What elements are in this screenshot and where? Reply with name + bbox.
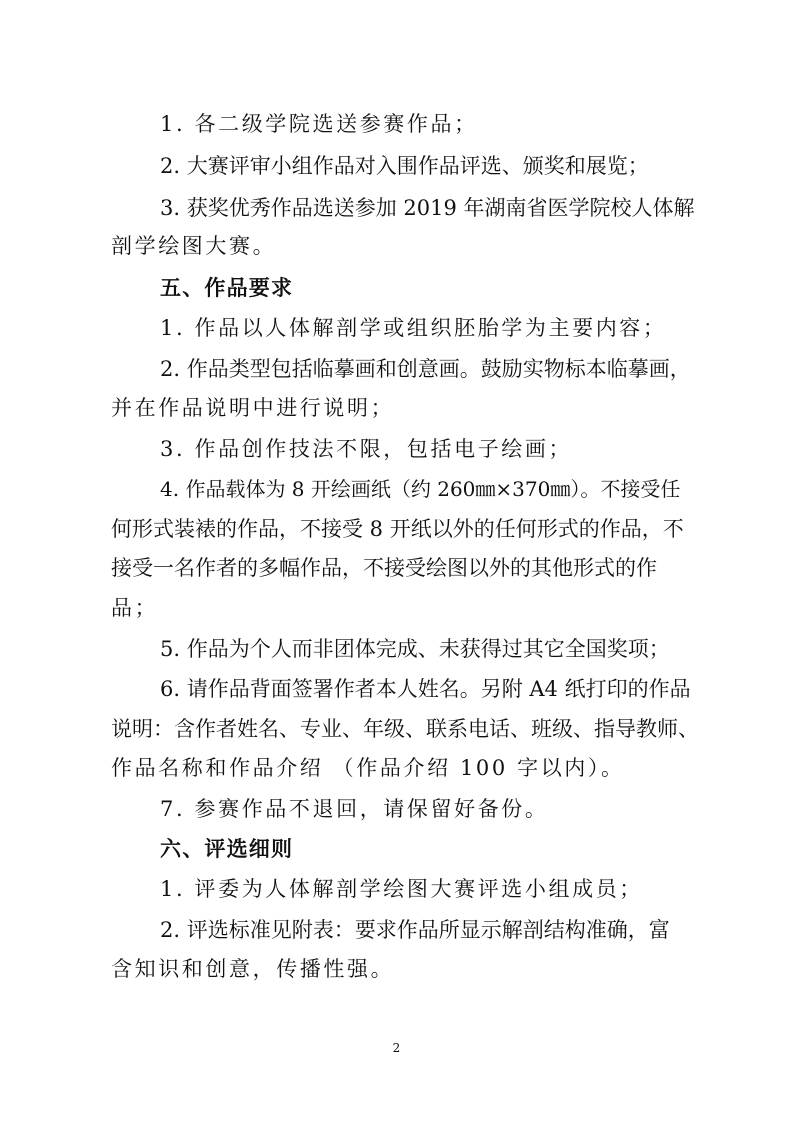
req-item-signature-cont2: 作品名称和作品介绍 （作品介绍 100 字以内）。 <box>111 756 625 780</box>
req-item-paper-size-cont1: 何形式装裱的作品，不接受 8 开纸以外的任何形式的作品，不 <box>111 517 684 541</box>
section-heading-requirements: 五、作品要求 <box>160 276 294 300</box>
list-item-provincial-contest-cont: 剖学绘图大赛。 <box>111 234 277 258</box>
req-item-individual: 5. 作品为个人而非团体完成、未获得过其它全国奖项； <box>160 637 670 661</box>
req-item-content: 1. 作品以人体解剖学或组织胚胎学为主要内容； <box>160 316 667 340</box>
rule-item-criteria-cont: 含知识和创意，传播性强。 <box>111 957 395 981</box>
req-item-type: 2. 作品类型包括临摹画和创意画。鼓励实物标本临摹画， <box>160 357 691 381</box>
req-item-paper-size-cont3: 品； <box>111 596 159 620</box>
req-item-paper-size-cont2: 接受一名作者的多幅作品，不接受绘图以外的其他形式的作 <box>111 556 657 580</box>
list-item-submit-works: 1. 各二级学院选送参赛作品； <box>160 112 478 136</box>
list-item-jury-selection: 2. 大赛评审小组作品对入围作品评选、颁奖和展览； <box>160 154 649 178</box>
section-heading-rules: 六、评选细则 <box>160 837 294 861</box>
req-item-technique: 3. 作品创作技法不限，包括电子绘画； <box>160 437 573 461</box>
list-item-provincial-contest: 3. 获奖优秀作品选送参加 2019 年湖南省医学院校人体解 <box>160 196 695 220</box>
req-item-signature-cont1: 说明：含作者姓名、专业、年级、联系电话、班级、指导教师、 <box>111 717 699 741</box>
req-item-paper-size: 4. 作品载体为 8 开绘画纸（约 260㎜×370㎜）。不接受任 <box>160 477 681 501</box>
rule-item-criteria: 2. 评选标准见附表：要求作品所显示解剖结构准确，富 <box>160 918 670 942</box>
req-item-no-return: 7. 参赛作品不退回，请保留好备份。 <box>160 797 549 821</box>
page-number: 2 <box>392 1041 401 1055</box>
rule-item-judges: 1. 评委为人体解剖学绘图大赛评选小组成员； <box>160 877 643 901</box>
req-item-type-cont: 并在作品说明中进行说明； <box>111 396 395 420</box>
req-item-signature: 6. 请作品背面签署作者本人姓名。另附 A4 纸打印的作品 <box>160 677 691 701</box>
